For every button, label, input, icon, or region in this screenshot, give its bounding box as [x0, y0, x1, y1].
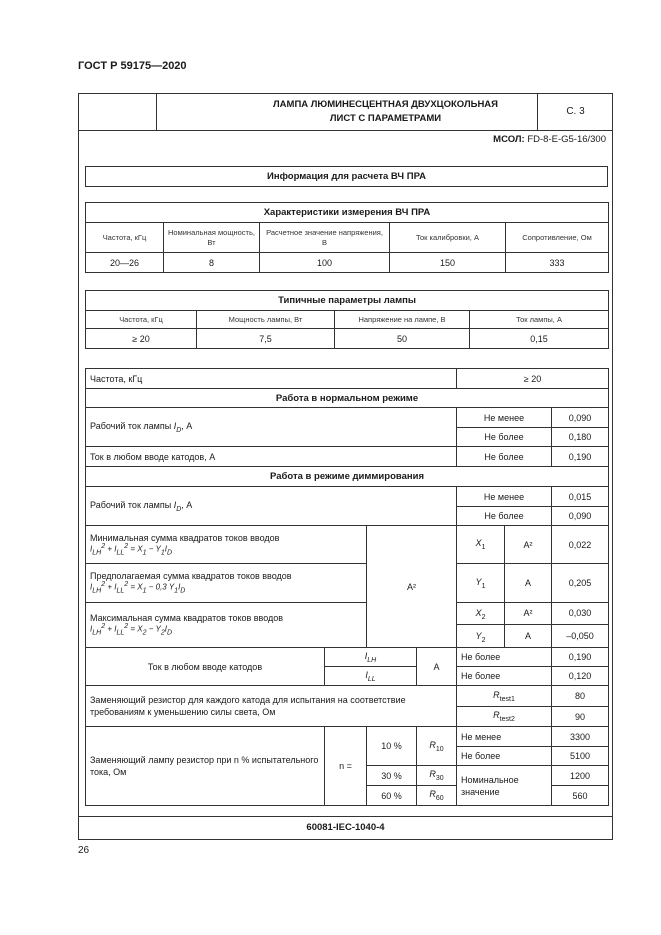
- typical-title: Типичные параметры лампы: [86, 291, 609, 311]
- cathode-any-unit: А: [417, 648, 457, 686]
- max-sum-formula: $I_{LH}^2 + I_{LL}^2 = X_2 - Y_2I_D$: [90, 623, 173, 637]
- rtest2-symbol: $R_{test2}$: [457, 707, 552, 727]
- x2-value: 0,030: [552, 603, 608, 625]
- dim-work-current: Рабочий ток лампы $I_D$, А: [86, 487, 457, 526]
- cathode-max-value: 0,190: [552, 447, 609, 467]
- replace-lamp-label: Заменяющий лампу резистор при n % испытательного тока, Ом: [86, 727, 325, 806]
- ilh-max-value: 0,190: [552, 648, 609, 667]
- measure-header: Сопротивление, Ом: [506, 223, 609, 253]
- mcol-label: МСОЛ:: [493, 134, 525, 145]
- r30-value: 1200: [552, 766, 609, 786]
- x2-y2-symbols: [457, 603, 505, 648]
- x2-y2-values: [552, 603, 609, 648]
- freq-value: ≥ 20: [457, 369, 609, 389]
- measure-value: 100: [260, 253, 390, 273]
- parameter-sheet: [78, 93, 613, 840]
- label-not-more: Не более: [457, 667, 552, 686]
- n-equals: n =: [325, 727, 367, 806]
- typical-value: 0,15: [470, 329, 609, 349]
- est-sum-cell: [86, 564, 367, 603]
- measure-value: 8: [164, 253, 260, 273]
- info-table: [85, 166, 608, 187]
- rtest1-symbol: $R_{test1}$: [457, 686, 552, 707]
- normal-title: Работа в нормальном режиме: [86, 389, 609, 408]
- r10-max-value: 5100: [552, 747, 609, 766]
- normal-min-value: 0,090: [552, 408, 609, 428]
- info-title: Информация для расчета ВЧ ПРА: [86, 167, 608, 187]
- x1-value: 0,022: [552, 526, 609, 564]
- y1-value: 0,205: [552, 564, 609, 603]
- y1-symbol: $Y_1$: [457, 564, 505, 603]
- label-not-less: Не менее: [457, 727, 552, 747]
- dim-max-value: 0,090: [552, 507, 609, 526]
- p60-label: 60 %: [367, 786, 417, 806]
- typical-value: 7,5: [197, 329, 335, 349]
- x2-unit: А²: [505, 603, 551, 625]
- p30-label: 30 %: [367, 766, 417, 786]
- measure-header: Частота, кГц: [86, 223, 164, 253]
- rtest2-value: 90: [552, 707, 609, 727]
- r60-symbol: $R_{60}$: [417, 786, 457, 806]
- ill-max-value: 0,120: [552, 667, 609, 686]
- measure-value: 333: [506, 253, 609, 273]
- mcol-code: [493, 134, 606, 145]
- sheet-header: [79, 94, 612, 131]
- label-not-less: Не менее: [457, 408, 552, 428]
- y2-symbol: $Y_2$: [475, 631, 486, 644]
- r30-symbol: $R_{30}$: [417, 766, 457, 786]
- y1-unit: А: [505, 564, 552, 603]
- typical-value: ≥ 20: [86, 329, 197, 349]
- p10-label: 10 %: [367, 727, 417, 766]
- x1-symbol: $X_1$: [457, 526, 505, 564]
- cathode-any-label: Ток в любом вводе катодов: [86, 648, 325, 686]
- sum-unit: А²: [367, 526, 457, 648]
- measure-title: Характеристики измерения ВЧ ПРА: [86, 203, 609, 223]
- measure-header: Номинальная мощность, Вт: [164, 223, 260, 253]
- min-sum-label: Минимальная сумма квадратов токов вводов: [90, 532, 280, 543]
- label-not-more: Не более: [457, 507, 552, 526]
- dim-min-value: 0,015: [552, 487, 609, 507]
- measure-value: 20—26: [86, 253, 164, 273]
- measure-value: 150: [390, 253, 506, 273]
- max-sum-label: Максимальная сумма квадратов токов вводов: [90, 613, 284, 624]
- nominal-label: Номинальное значение: [457, 766, 552, 806]
- mcol-value: FD-8-E-G5-16/300: [527, 134, 606, 145]
- typical-table: [85, 290, 609, 349]
- normal-work-current: Рабочий ток лампы $I_D$, А: [86, 408, 457, 447]
- est-sum-label: Предполагаемая сумма квадратов токов вводов: [90, 571, 292, 582]
- label-not-more: Не более: [457, 648, 552, 667]
- ops-table: [85, 368, 609, 806]
- ill-symbol: $I_{LL}$: [325, 667, 417, 686]
- typical-value: 50: [335, 329, 470, 349]
- sheet-title-line2: ЛИСТ С ПАРАМЕТРАМИ: [329, 113, 442, 124]
- max-sum-cell: [86, 603, 367, 648]
- rtest1-value: 80: [552, 686, 609, 707]
- label-not-more: Не более: [457, 428, 552, 447]
- sheet-footer: 60081-IEC-1040-4: [79, 816, 612, 839]
- cathode-current-label: Ток в любом вводе катодов, А: [86, 447, 457, 467]
- label-not-more: Не более: [457, 747, 552, 766]
- typical-header: Напряжение на лампе, В: [335, 311, 470, 329]
- y2-unit: А: [525, 631, 532, 641]
- x1-unit: А²: [505, 526, 552, 564]
- est-sum-formula: $I_{LH}^2 + I_{LL}^2 = X_1 - 0,3$ $Y_1I_D$: [90, 581, 186, 595]
- x2-symbol: $X_2$: [457, 603, 504, 625]
- page-number: 26: [78, 845, 90, 856]
- label-not-less: Не менее: [457, 487, 552, 507]
- typical-header: Частота, кГц: [86, 311, 197, 329]
- ilh-symbol: $I_{LH}$: [325, 648, 417, 667]
- label-not-more: Не более: [457, 447, 552, 467]
- freq-label: Частота, кГц: [86, 369, 457, 389]
- x2-y2-units: [505, 603, 552, 648]
- typical-header: Ток лампы, А: [470, 311, 609, 329]
- sheet-title-line1: ЛАМПА ЛЮМИНЕСЦЕНТНАЯ ДВУХЦОКОЛЬНАЯ: [273, 99, 498, 110]
- y2-value: –0,050: [566, 631, 594, 641]
- normal-max-value: 0,180: [552, 428, 609, 447]
- min-sum-cell: [86, 526, 367, 564]
- replace-resistor-label: Заменяющий резистор для каждого катода для испытания на соответствие требованиям к уменьшению силы света, Ом: [86, 686, 457, 727]
- min-sum-formula: $I_{LH}^2 + I_{LL}^2 = X_1 - Y_1I_D$: [90, 542, 173, 557]
- measure-header: Расчетное значение напряжения, В: [260, 223, 390, 253]
- dim-title: Работа в режиме диммирования: [86, 467, 609, 487]
- sheet-page-label: С. 3: [537, 94, 613, 130]
- r10-symbol: $R_{10}$: [417, 727, 457, 766]
- header-empty-cell: [79, 94, 157, 130]
- standard-title: ГОСТ Р 59175—2020: [78, 60, 187, 72]
- r10-min-value: 3300: [552, 727, 609, 747]
- typical-header: Мощность лампы, Вт: [197, 311, 335, 329]
- measure-header: Ток калибровки, А: [390, 223, 506, 253]
- measure-table: [85, 202, 609, 273]
- r60-value: 560: [552, 786, 609, 806]
